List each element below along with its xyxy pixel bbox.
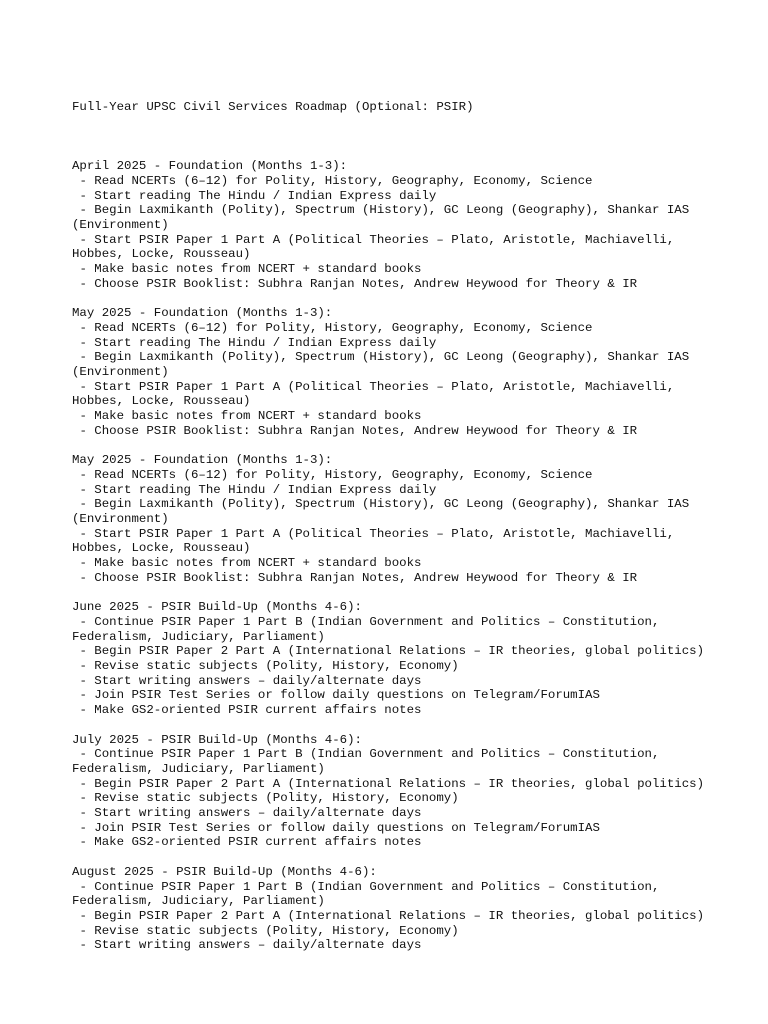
roadmap-item: - Make GS2-oriented PSIR current affairs notes [72, 835, 422, 850]
roadmap-item: - Revise static subjects (Polity, History, Economy) [72, 659, 459, 674]
roadmap-item: - Read NCERTs (6–12) for Polity, History, Geography, Economy, Science [72, 320, 593, 335]
roadmap-item: - Make basic notes from NCERT + standard books [72, 262, 422, 277]
roadmap-item: - Read NCERTs (6–12) for Polity, History, Geography, Economy, Science [72, 173, 593, 188]
section-heading: August 2025 - PSIR Build-Up (Months 4-6): [72, 864, 377, 879]
roadmap-section [72, 306, 712, 438]
roadmap-item: - Make basic notes from NCERT + standard books [72, 409, 422, 424]
roadmap-item: - Begin Laxmikanth (Polity), Spectrum (History), GC Leong (Geography), Shankar IAS (Environment) [72, 497, 697, 527]
roadmap-item: - Continue PSIR Paper 1 Part B (Indian Government and Politics – Constitution, Federalism, Judiciary, Parliament) [72, 879, 667, 909]
roadmap-section [72, 159, 712, 291]
roadmap-item: - Start writing answers – daily/alternate days [72, 806, 422, 821]
roadmap-item: - Choose PSIR Booklist: Subhra Ranjan Notes, Andrew Heywood for Theory & IR [72, 423, 638, 438]
roadmap-section [72, 865, 712, 953]
section-heading: May 2025 - Foundation (Months 1-3): [72, 306, 333, 321]
roadmap-item: - Make GS2-oriented PSIR current affairs notes [72, 703, 422, 718]
roadmap-item: - Begin Laxmikanth (Polity), Spectrum (History), GC Leong (Geography), Shankar IAS (Environment) [72, 203, 697, 233]
roadmap-item: - Start PSIR Paper 1 Part A (Political Theories – Plato, Aristotle, Machiavelli, Hobbes, Locke, Rousseau) [72, 379, 682, 409]
roadmap-item: - Start reading The Hindu / Indian Express daily [72, 335, 437, 350]
roadmap-section [72, 733, 712, 851]
section-heading: April 2025 - Foundation (Months 1-3): [72, 159, 348, 174]
section-heading: June 2025 - PSIR Build-Up (Months 4-6): [72, 600, 362, 615]
roadmap-item: - Choose PSIR Booklist: Subhra Ranjan Notes, Andrew Heywood for Theory & IR [72, 570, 638, 585]
roadmap-item: - Revise static subjects (Polity, History, Economy) [72, 923, 459, 938]
sections-container [72, 159, 712, 953]
document-title: Full-Year UPSC Civil Services Roadmap (Optional: PSIR) [72, 100, 474, 115]
roadmap-item: - Choose PSIR Booklist: Subhra Ranjan Notes, Andrew Heywood for Theory & IR [72, 276, 638, 291]
roadmap-item: - Begin PSIR Paper 2 Part A (International Relations – IR theories, global politics) [72, 776, 705, 791]
roadmap-item: - Start writing answers – daily/alternate days [72, 938, 422, 953]
roadmap-item: - Continue PSIR Paper 1 Part B (Indian Government and Politics – Constitution, Federalism, Judiciary, Parliament) [72, 614, 667, 644]
roadmap-item: - Start PSIR Paper 1 Part A (Political Theories – Plato, Aristotle, Machiavelli, Hobbes, Locke, Rousseau) [72, 232, 682, 262]
roadmap-item: - Start reading The Hindu / Indian Express daily [72, 188, 437, 203]
roadmap-item: - Make basic notes from NCERT + standard books [72, 556, 422, 571]
roadmap-item: - Begin Laxmikanth (Polity), Spectrum (History), GC Leong (Geography), Shankar IAS (Environment) [72, 350, 697, 380]
section-heading: May 2025 - Foundation (Months 1-3): [72, 453, 333, 468]
roadmap-item: - Start writing answers – daily/alternate days [72, 673, 422, 688]
roadmap-item: - Join PSIR Test Series or follow daily questions on Telegram/ForumIAS [72, 688, 600, 703]
roadmap-item: - Continue PSIR Paper 1 Part B (Indian Government and Politics – Constitution, Federalism, Judiciary, Parliament) [72, 747, 667, 776]
roadmap-section [72, 453, 712, 585]
document-page [72, 71, 712, 982]
roadmap-item: - Begin PSIR Paper 2 Part A (International Relations – IR theories, global politics) [72, 908, 705, 923]
roadmap-section [72, 600, 712, 718]
section-heading: July 2025 - PSIR Build-Up (Months 4-6): [72, 732, 362, 747]
roadmap-item: - Start PSIR Paper 1 Part A (Political Theories – Plato, Aristotle, Machiavelli, Hobbes, Locke, Rousseau) [72, 526, 682, 556]
roadmap-item: - Revise static subjects (Polity, History, Economy) [72, 791, 459, 806]
roadmap-item: - Start reading The Hindu / Indian Express daily [72, 482, 437, 497]
roadmap-item: - Join PSIR Test Series or follow daily questions on Telegram/ForumIAS [72, 820, 600, 835]
roadmap-item: - Read NCERTs (6–12) for Polity, History, Geography, Economy, Science [72, 467, 593, 482]
roadmap-item: - Begin PSIR Paper 2 Part A (International Relations – IR theories, global politics) [72, 644, 705, 659]
